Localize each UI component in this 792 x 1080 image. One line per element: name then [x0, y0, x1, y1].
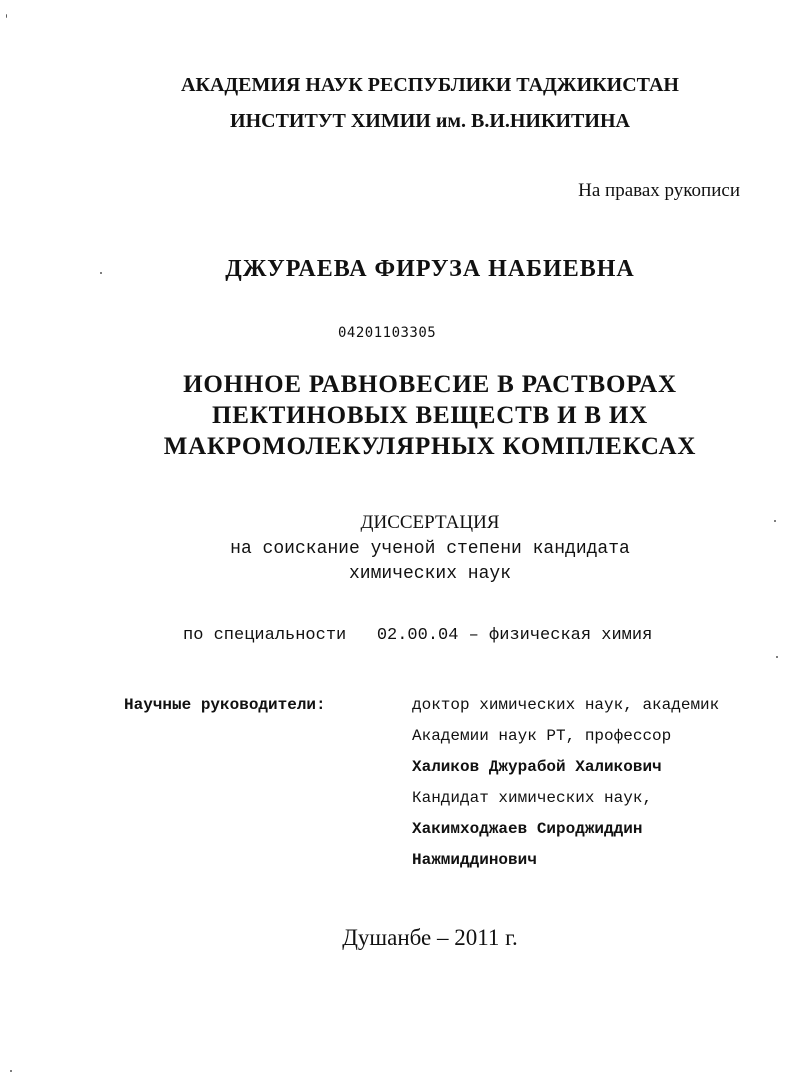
degree-field: химических наук [348, 564, 512, 584]
institute-heading: ИНСТИТУТ ХИМИИ им. В.И.НИКИТИНА [230, 110, 630, 132]
city-year-footer: Душанбе – 2011 г. [342, 925, 518, 950]
academy-heading: АКАДЕМИЯ НАУК РЕСПУБЛИКИ ТАДЖИКИСТАН [181, 74, 679, 96]
scan-speck [6, 14, 7, 18]
specialty-line: по специальности 02.00.04 – физическая химия [183, 626, 653, 645]
work-type-label: ДИССЕРТАЦИЯ [360, 512, 500, 533]
degree-purpose: на соискание ученой степени кандидата [230, 539, 630, 559]
scan-speck [10, 1070, 12, 1072]
supervisor-line: Кандидат химических наук, [412, 789, 653, 807]
supervisor-name: Хакимходжаев Сироджиддин [412, 820, 643, 838]
supervisors-label: Научные руководители: [124, 696, 326, 714]
supervisor-line: Академии наук РТ, профессор [412, 727, 672, 745]
scan-speck [774, 520, 776, 522]
title-line-3: МАКРОМОЛЕКУЛЯРНЫХ КОМПЛЕКСАХ [163, 433, 697, 460]
registration-number: 04201103305 [338, 325, 437, 341]
supervisor-line: доктор химических наук, академик [412, 696, 720, 714]
scan-speck [776, 656, 778, 658]
title-line-2: ПЕКТИНОВЫХ ВЕЩЕСТВ И В ИХ [211, 402, 649, 429]
supervisor-name: Халиков Джурабой Халикович [412, 758, 662, 776]
title-line-1: ИОННОЕ РАВНОВЕСИЕ В РАСТВОРАХ [183, 371, 677, 398]
supervisor-name: Нажмиддинович [412, 851, 537, 869]
scan-speck [100, 272, 102, 274]
rights-note: На правах рукописи [578, 180, 740, 201]
author-name: ДЖУРАЕВА ФИРУЗА НАБИЕВНА [225, 256, 635, 282]
